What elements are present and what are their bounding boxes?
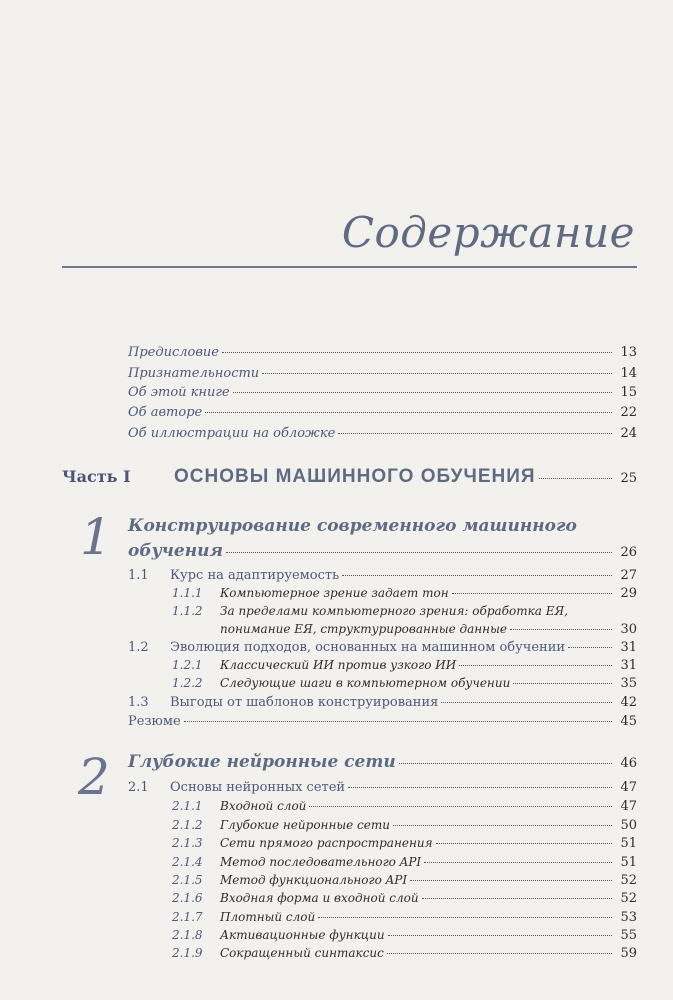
subsection-label: Метод последовательного API — [220, 855, 422, 869]
subsection-number: 2.1.2 — [172, 818, 203, 832]
subsection-label: Сети прямого распространения — [220, 836, 433, 850]
toc-subsection-1-2-2[interactable] — [172, 676, 637, 694]
leader-dots — [441, 702, 612, 703]
subsection-number: 2.1.9 — [172, 946, 203, 960]
leader-dots — [393, 825, 612, 826]
part-page: 25 — [620, 471, 637, 486]
section-number: 1.2 — [128, 640, 149, 655]
leader-dots — [338, 433, 612, 434]
toc-entry-label: Об иллюстрации на обложке — [128, 426, 336, 441]
subsection-label: Метод функционального API — [220, 873, 408, 887]
subsection-number: 2.1.7 — [172, 910, 203, 924]
subsection-number: 2.1.3 — [172, 836, 203, 850]
toc-subsection-2-1-1[interactable] — [172, 799, 637, 817]
section-page: 45 — [620, 714, 637, 729]
section-label: Основы нейронных сетей — [170, 780, 346, 795]
toc-entry-label: Признательности — [128, 366, 260, 381]
leader-dots — [388, 935, 612, 936]
part-label: Часть I — [62, 467, 131, 486]
toc-subsection-1-1-2[interactable] — [220, 622, 637, 640]
section-number: 1.1 — [128, 568, 149, 583]
leader-dots — [309, 806, 612, 807]
toc-subsection-1-1-1[interactable] — [172, 586, 637, 604]
chapter-number-2: 2 — [78, 748, 110, 806]
toc-section-1-2[interactable] — [128, 640, 637, 658]
toc-subsection-2-1-9[interactable] — [172, 946, 637, 964]
leader-dots — [205, 412, 612, 413]
subsection-number: 2.1.1 — [172, 799, 203, 813]
subsection-number: 1.1.1 — [172, 586, 203, 600]
leader-dots — [452, 593, 612, 594]
toc-subsection-2-1-3[interactable] — [172, 836, 637, 854]
leader-dots — [513, 683, 612, 684]
title-rule — [62, 266, 637, 268]
toc-entry-about-book[interactable] — [128, 385, 637, 403]
toc-entry-about-author[interactable] — [128, 405, 637, 423]
leader-dots — [459, 665, 612, 666]
toc-chapter-2[interactable] — [128, 752, 637, 774]
leader-dots — [422, 898, 612, 899]
subsection-number: 1.2.2 — [172, 676, 203, 690]
subsection-label: Входной слой — [220, 799, 307, 813]
section-label: Выгоды от шаблонов конструирования — [170, 695, 439, 710]
subsection-page: 51 — [620, 836, 637, 851]
section-number: 1.3 — [128, 695, 149, 710]
subsection-label: Входная форма и входной слой — [220, 891, 419, 905]
subsection-label: Сокращенный синтаксис — [220, 946, 384, 960]
leader-dots — [233, 392, 612, 393]
subsection-page: 30 — [620, 622, 637, 637]
toc-part-1[interactable] — [62, 466, 637, 494]
subsection-page: 47 — [620, 799, 637, 814]
subsection-label-line2: понимание ЕЯ, структурированные данные — [220, 622, 507, 636]
toc-section-1-3[interactable] — [128, 695, 637, 713]
chapter-page: 26 — [620, 545, 637, 560]
toc-entry-page: 24 — [620, 426, 637, 441]
subsection-label: Компьютерное зрение задает тон — [220, 586, 449, 600]
subsection-page: 55 — [620, 928, 637, 943]
leader-dots — [222, 352, 612, 353]
toc-entry-page: 22 — [620, 405, 637, 420]
toc-subsection-2-1-5[interactable] — [172, 873, 637, 891]
toc-entry-label: Об этой книге — [128, 385, 230, 400]
subsection-page: 52 — [620, 873, 637, 888]
subsection-number: 2.1.6 — [172, 891, 203, 905]
chapter-number-1: 1 — [80, 508, 112, 566]
chapter-page: 46 — [620, 756, 637, 771]
subsection-label-line1[interactable]: За пределами компьютерного зрения: обработка ЕЯ, — [220, 604, 568, 618]
subsection-label: Глубокие нейронные сети — [220, 818, 390, 832]
section-label: Эволюция подходов, основанных на машинном обучении — [170, 640, 566, 655]
subsection-number: 2.1.8 — [172, 928, 203, 942]
section-page: 42 — [620, 695, 637, 710]
leader-dots — [342, 575, 612, 576]
toc-section-2-1[interactable] — [128, 780, 637, 798]
subsection-page: 52 — [620, 891, 637, 906]
toc-subsection-1-2-1[interactable] — [172, 658, 637, 676]
subsection-page: 35 — [620, 676, 637, 691]
subsection-number: 1.2.1 — [172, 658, 203, 672]
leader-dots — [262, 373, 612, 374]
toc-entry-preface[interactable] — [128, 345, 637, 363]
leader-dots — [436, 843, 612, 844]
subsection-page: 59 — [620, 946, 637, 961]
toc-subsection-2-1-6[interactable] — [172, 891, 637, 909]
toc-entry-page: 13 — [620, 345, 637, 360]
subsection-label: Активационные функции — [220, 928, 385, 942]
toc-entry-page: 14 — [620, 366, 637, 381]
chapter-title-line2: обучения — [128, 541, 224, 561]
subsection-label: Классический ИИ против узкого ИИ — [220, 658, 457, 672]
section-page: 47 — [620, 780, 637, 795]
section-label: Резюме — [128, 714, 181, 729]
toc-subsection-2-1-2[interactable] — [172, 818, 637, 836]
leader-dots — [184, 721, 612, 722]
leader-dots — [387, 953, 612, 954]
subsection-number: 1.1.2 — [172, 604, 203, 618]
chapter-title-line1[interactable]: Конструирование современного машинного — [128, 516, 577, 536]
section-page: 31 — [620, 640, 637, 655]
leader-dots — [424, 862, 612, 863]
section-page: 27 — [620, 568, 637, 583]
part-title: ОСНОВЫ МАШИННОГО ОБУЧЕНИЯ — [174, 466, 536, 487]
toc-entry-label: Предисловие — [128, 345, 219, 360]
leader-dots — [348, 787, 612, 788]
toc-entry-label: Об авторе — [128, 405, 203, 420]
leader-dots — [510, 629, 612, 630]
toc-subsection-2-1-8[interactable] — [172, 928, 637, 946]
subsection-page: 53 — [620, 910, 637, 925]
subsection-label: Следующие шаги в компьютерном обучении — [220, 676, 511, 690]
subsection-page: 51 — [620, 855, 637, 870]
subsection-label: Плотный слой — [220, 910, 316, 924]
toc-entry-acknowledgements[interactable] — [128, 366, 637, 384]
subsection-page: 31 — [620, 658, 637, 673]
section-label: Курс на адаптируемость — [170, 568, 340, 583]
subsection-page: 50 — [620, 818, 637, 833]
leader-dots — [399, 763, 612, 764]
subsection-number: 2.1.4 — [172, 855, 203, 869]
leader-dots — [226, 552, 612, 553]
section-number: 2.1 — [128, 780, 149, 795]
leader-dots — [318, 917, 612, 918]
subsection-number: 2.1.5 — [172, 873, 203, 887]
subsection-page: 29 — [620, 586, 637, 601]
toc-section-summary[interactable] — [128, 714, 637, 732]
toc-section-1-1[interactable] — [128, 568, 637, 586]
leader-dots — [568, 647, 612, 648]
toc-subsection-2-1-7[interactable] — [172, 910, 637, 928]
page-title: Содержание — [341, 208, 635, 257]
toc-chapter-1[interactable] — [128, 541, 637, 563]
leader-dots — [539, 478, 612, 479]
chapter-title: Глубокие нейронные сети — [128, 752, 396, 772]
leader-dots — [410, 880, 612, 881]
toc-entry-page: 15 — [620, 385, 637, 400]
toc-entry-cover-illustration[interactable] — [128, 426, 637, 444]
toc-subsection-2-1-4[interactable] — [172, 855, 637, 873]
